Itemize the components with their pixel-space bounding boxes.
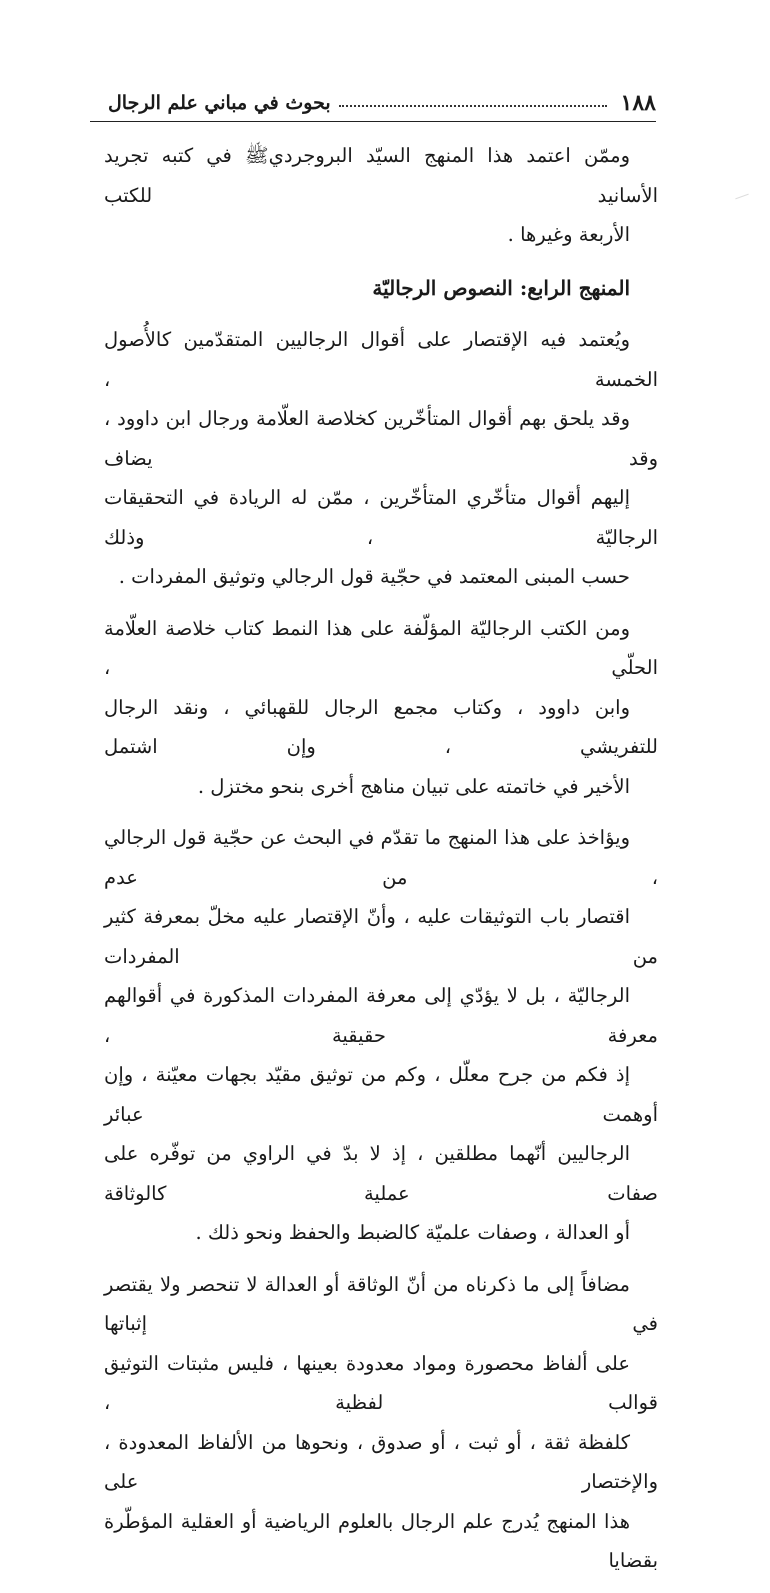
text-line: ويُعتمد فيه الإقتصار على أقوال الرجاليين المتقدّمين كالأُصول الخمسة ،: [104, 328, 658, 391]
margin-mark: [735, 194, 748, 200]
text-line: وقد يلحق بهم أقوال المتأخّرين كخلاصة العلّامة ورجال ابن داوود ، وقد يضاف: [104, 407, 658, 470]
text-line: حسب المبنى المعتمد في حجّية قول الرجالي وتوثيق المفردات .: [118, 565, 630, 588]
text-line: هذا المنهج يُدرج علم الرجال بالعلوم الرياضية أو العقلية المؤطّرة بقضايا: [104, 1509, 658, 1572]
text-line: الأخير في خاتمته على تبيان مناهج أخرى بنحو مختزل .: [197, 774, 630, 798]
text-line: أو العدالة ، وصفات علميّة كالضبط والحفظ ونحو ذلك .: [195, 1221, 630, 1244]
text-line: مضافاً إلى ما ذكرناه من أنّ الوثاقة أو العدالة لا تنحصر ولا يقتصر في إثباتها: [104, 1272, 658, 1335]
text-line: وابن داوود ، وكتاب مجمع الرجال للقهبائي ، ونقد الرجال للتفريشي ، وإن اشتمل: [104, 695, 658, 758]
paragraph-method-description: [104, 320, 658, 597]
text-line: إذ فكم من جرح معلّل ، وكم من توثيق مقيّد بجهات معيّنة ، وإن أوهمت عبائر: [104, 1063, 658, 1126]
paragraph-addendum: [104, 1265, 658, 1581]
text-line: الرجاليين أنّهما مطلقين ، إذ لا بدّ في الراوي من توفّره على صفات عملية كالوثاقة: [104, 1142, 658, 1205]
header-dot-leader: [339, 105, 607, 107]
text-line: ومن الكتب الرجاليّة المؤلّفة على هذا النمط كتاب خلاصة العلّامة الحلّي ،: [104, 616, 658, 679]
text-line: وممّن اعتمد هذا المنهج السيّد البروجرديﷺ في كتبه تجريد الأسانيد للكتب: [104, 144, 658, 207]
text-line: الرجاليّة ، بل لا يؤدّي إلى معرفة المفردات المذكورة في أقوالهم معرفة حقيقية ،: [104, 984, 658, 1047]
paragraph-books: [104, 609, 658, 807]
page-number: ١٨٨: [620, 90, 656, 116]
text-line: اقتصار باب التوثيقات عليه ، وأنّ الإقتصار عليه مخلّ بمعرفة كثير من المفردات: [104, 905, 658, 968]
page-header: [108, 86, 656, 120]
section-heading: المنهج الرابع: النصوص الرجاليّة: [372, 275, 630, 300]
running-title: بحوث في مباني علم الرجال: [108, 92, 331, 114]
text-line: الأربعة وغيرها .: [507, 223, 630, 246]
text-line: على ألفاظ محصورة ومواد معدودة بعينها ، فليس مثبتات التوثيق قوالب لفظية ،: [104, 1351, 658, 1414]
intro-paragraph: [104, 136, 658, 255]
paragraph-critique: [104, 818, 658, 1253]
header-rule: [90, 121, 656, 122]
text-line: ويؤاخذ على هذا المنهج ما تقدّم في البحث عن حجّية قول الرجالي ، من عدم: [104, 826, 658, 889]
text-line: كلفظة ثقة ، أو ثبت ، أو صدوق ، ونحوها من الألفاظ المعدودة ، والإختصار على: [104, 1430, 658, 1493]
text-line: إليهم أقوال متأخّري المتأخّرين ، ممّن له الريادة في التحقيقات الرجاليّة ، وذلك: [104, 486, 658, 549]
page-body: [104, 136, 658, 1593]
